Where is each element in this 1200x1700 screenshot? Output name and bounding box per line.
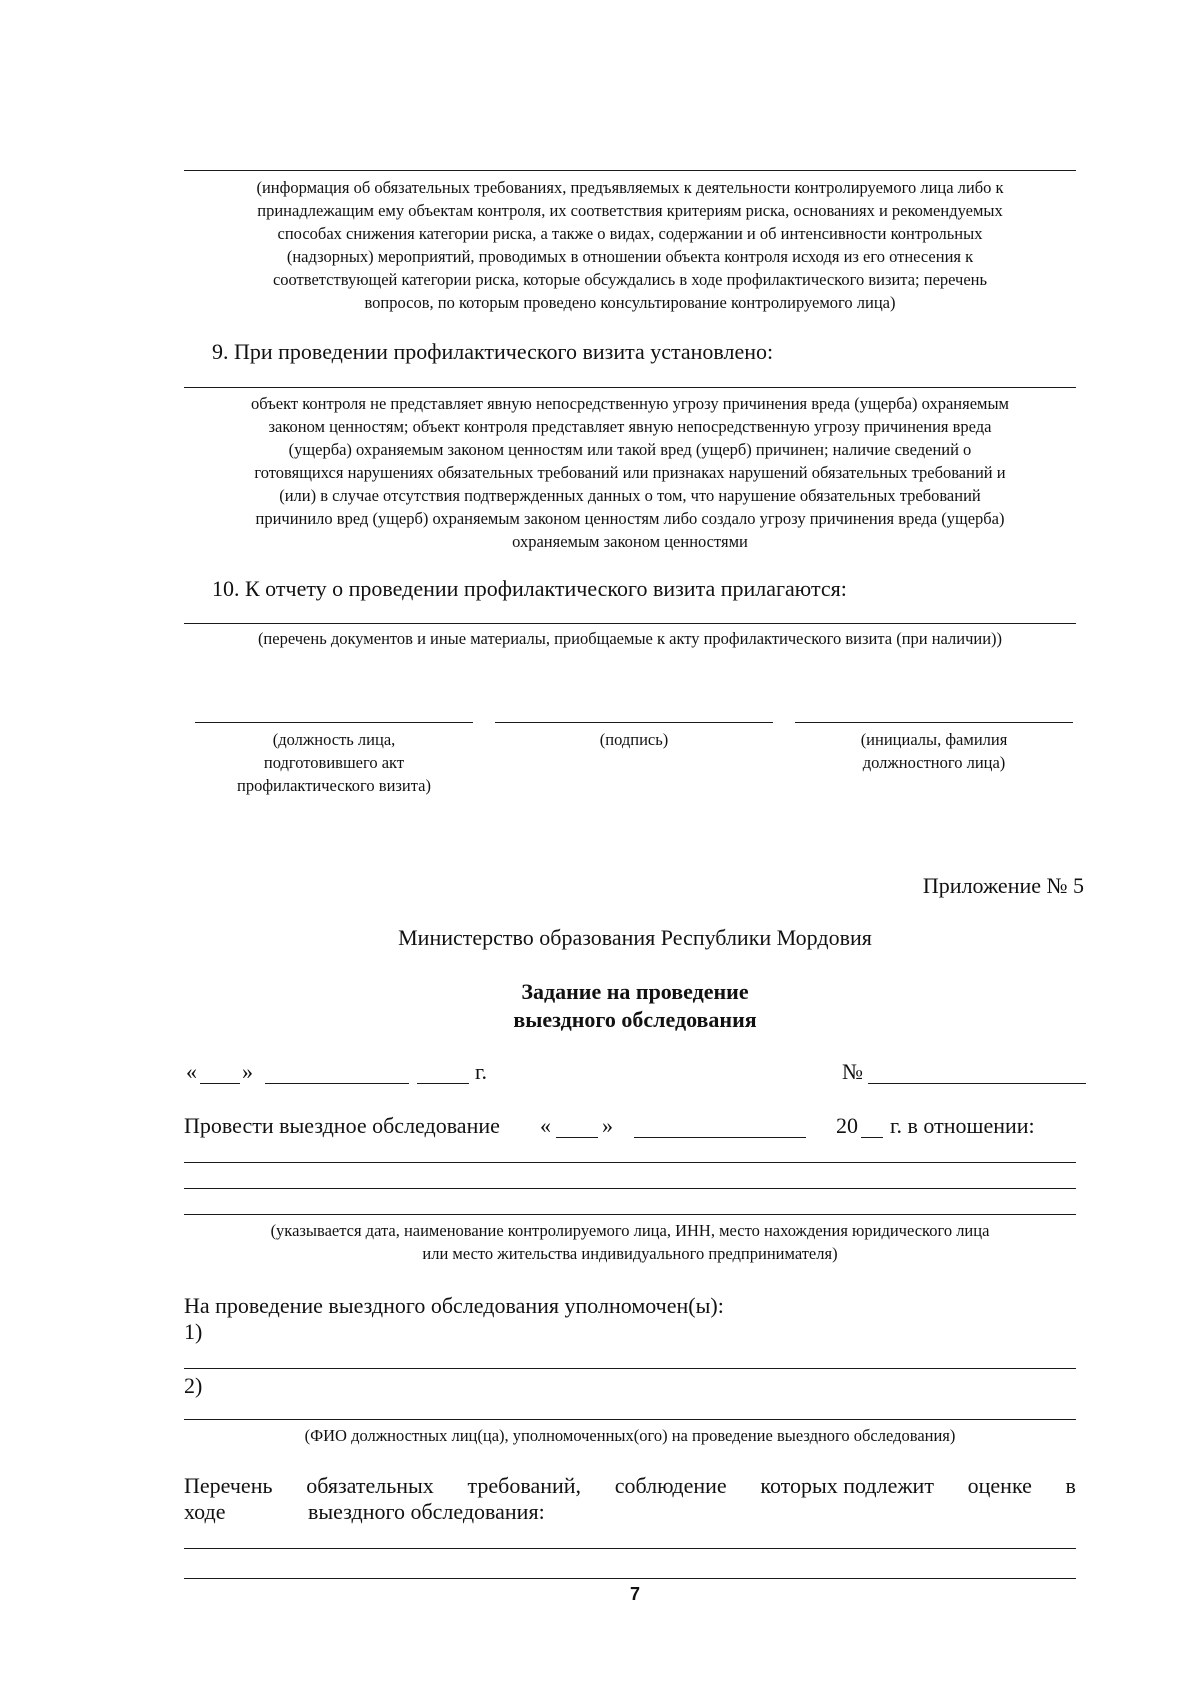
number-field[interactable] (868, 1083, 1086, 1084)
date-month-field[interactable] (265, 1083, 409, 1084)
authorized-line-2[interactable] (184, 1419, 1076, 1420)
requirements-heading-line1: Перечень обязательных требований, соблюдение которых подлежит оценке в (184, 1473, 1076, 1498)
item10-note: (перечень документов и иные материалы, приобщаемые к акту профилактического визита (при наличии)) (257, 629, 1003, 648)
date-open-quote: « (186, 1059, 197, 1084)
conduct-year-prefix: 20 (836, 1113, 858, 1138)
top-note-line: способах снижения категории риска, а также о видах, содержании и об интенсивности контрольных (277, 224, 983, 243)
top-rule (184, 170, 1076, 171)
authorized-note: (ФИО должностных лиц(ца), уполномоченных(ого) на проведение выездного обследования) (304, 1426, 956, 1445)
conduct-suffix: г. в отношении: (890, 1113, 1035, 1138)
conduct-open-quote: « (540, 1113, 551, 1138)
item9-line: законом ценностям; объект контроля представляет явную непосредственную угрозу причинения вреда (268, 417, 992, 436)
authorized-heading: На проведение выездного обследования уполномочен(ы): (184, 1293, 724, 1318)
conduct-fill-line-2[interactable] (184, 1188, 1076, 1189)
date-day-field[interactable] (200, 1083, 240, 1084)
conduct-note: (указывается дата, наименование контролируемого лица, ИНН, место нахождения юридического лица или место жительства индивидуального предпринимателя) (270, 1221, 990, 1263)
top-note-line: вопросов, по которым проведено консультирование контролируемого лица) (364, 293, 896, 312)
conduct-day-field[interactable] (556, 1137, 598, 1138)
date-year-field[interactable] (417, 1083, 469, 1084)
item9-line: (ущерба) охраняемым законом ценностям или такой вред (ущерб) причинен; наличие сведений о (288, 440, 972, 459)
signature-position-caption: (должность лица, подготовившего акт профилактического визита) (237, 730, 431, 795)
signature-position-line (195, 722, 473, 723)
conduct-close-quote: » (602, 1113, 613, 1138)
signature-sign-line (495, 722, 773, 723)
ministry-name: Министерство образования Республики Мордовия (398, 925, 872, 950)
authorized-line-1[interactable] (184, 1368, 1076, 1369)
signature-name-caption: (инициалы, фамилия должностного лица) (860, 730, 1008, 772)
task-title-line1: Задание на проведение (521, 979, 749, 1004)
requirements-line-1[interactable] (184, 1548, 1076, 1549)
item9-line: (или) в случае отсутствия подтвержденных данных о том, что нарушение обязательных требований (279, 486, 981, 505)
requirements-heading-line2: ходе выездного обследования: (184, 1499, 545, 1524)
top-note-line: (информация об обязательных требованиях, предъявляемых к деятельности контролируемого лица либо к (256, 178, 1004, 197)
item9-line: охраняемым законом ценностями (512, 532, 748, 551)
item9-line: готовящихся нарушениях обязательных требований или признаках нарушений обязательных требований и (254, 463, 1006, 482)
item9-heading: 9. При проведении профилактического визита установлено: (212, 339, 774, 364)
item9-line: объект контроля не представляет явную непосредственную угрозу причинения вреда (ущерба) охраняемым (250, 394, 1009, 413)
signature-sign-caption: (подпись) (599, 730, 669, 749)
top-note-line: (надзорных) мероприятий, проводимых в отношении объекта контроля исходя из его отнесения к (286, 247, 974, 266)
item9-note (150, 392, 1110, 553)
top-note-line: соответствующей категории риска, которые обсуждались в ходе профилактического визита; перечень (272, 270, 988, 289)
conduct-year-field[interactable] (861, 1137, 883, 1138)
appendix-label: Приложение № 5 (922, 873, 1084, 898)
requirements-line-2[interactable] (184, 1578, 1076, 1579)
page-number: 7 (629, 1584, 640, 1604)
date-year-suffix: г. (475, 1059, 488, 1084)
item10-heading: 10. К отчету о проведении профилактического визита прилагаются: (212, 576, 847, 601)
authorized-item-2: 2) (184, 1373, 203, 1398)
number-label: № (842, 1059, 863, 1084)
authorized-item-1: 1) (184, 1319, 203, 1344)
conduct-label: Провести выездное обследование (184, 1113, 500, 1138)
conduct-fill-line-3[interactable] (184, 1214, 1076, 1215)
item9-rule (184, 387, 1076, 388)
item9-line: причинило вред (ущерб) охраняемым законом ценностям либо создало угрозу причинения вреда (ущерба) (255, 509, 1005, 528)
item10-rule (184, 623, 1076, 624)
task-title-line2: выездного обследования (513, 1007, 757, 1032)
top-note-line: принадлежащим ему объектам контроля, их соответствия критериям риска, основаниях и рекомендуемых (257, 201, 1003, 220)
conduct-month-field[interactable] (634, 1137, 806, 1138)
signature-name-line (795, 722, 1073, 723)
date-close-quote: » (242, 1059, 253, 1084)
conduct-fill-line-1[interactable] (184, 1162, 1076, 1163)
top-note (150, 176, 1110, 314)
